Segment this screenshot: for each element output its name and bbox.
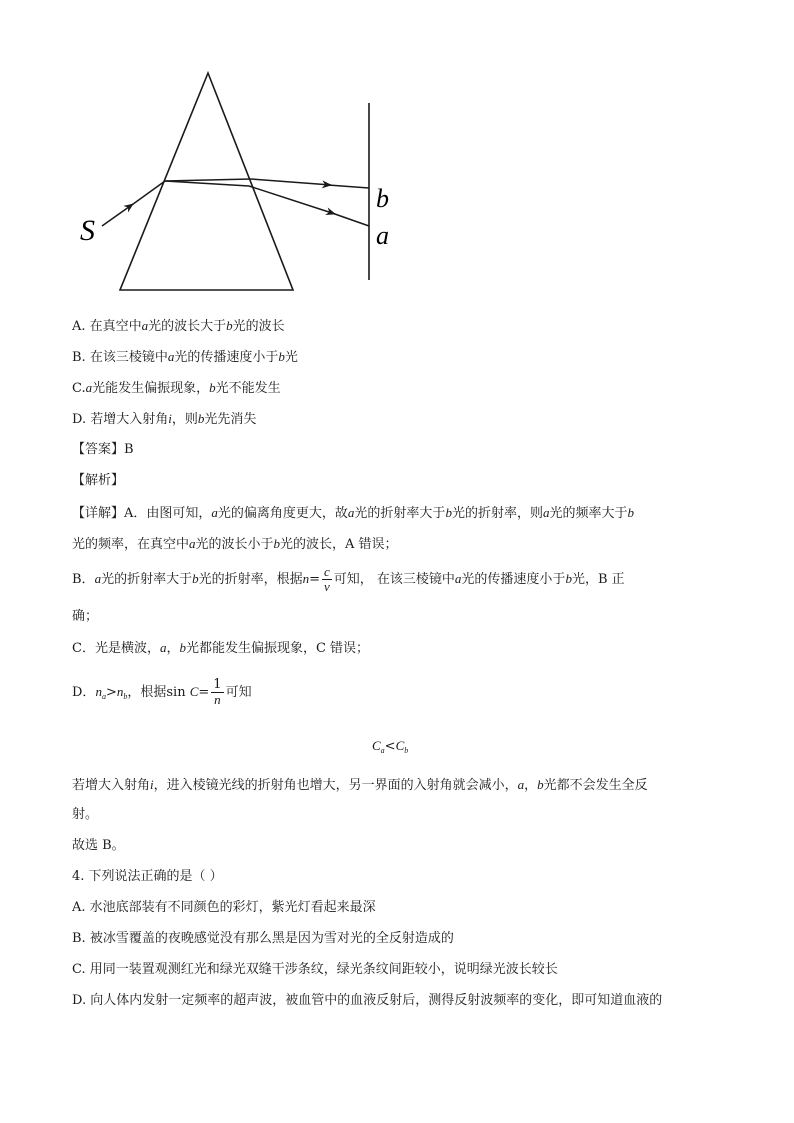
- ray-b-inside: [165, 179, 251, 181]
- prism-diagram: [0, 0, 794, 300]
- label-b: b: [376, 184, 389, 213]
- ray-a-out: [332, 213, 369, 226]
- label-s: S: [80, 214, 95, 247]
- explanation-a-line1: 【详解】A．由图可知，a光的偏离角度更大，故a光的折射率大于b光的折射率，则a光的频率大于b: [72, 505, 634, 521]
- fraction-c-over-v: $\frac{c}{v}$: [324, 564, 330, 594]
- analysis-tag: 【解析】: [72, 473, 125, 488]
- explanation-e-line2: 射。: [72, 807, 99, 822]
- ray-a-inside: [165, 181, 249, 186]
- explanation-e-line1: 若增大入射角i，进入棱镜光线的折射角也增大，另一界面的入射角就会减小，a，b光都不会发生全反: [72, 777, 648, 793]
- ray-b-out: [328, 185, 369, 188]
- answer-tag: 【答案】: [72, 442, 125, 457]
- conclusion: 故选 B。: [72, 838, 125, 853]
- option-c: C.a光能发生偏振现象，b光不能发生: [72, 380, 281, 396]
- option-d: D. 若增大入射角i，则b光先消失: [72, 411, 257, 427]
- option-a: A. 在真空中a光的波长大于b光的波长: [72, 318, 285, 334]
- question4-option-a: A. 水池底部装有不同颜色的彩灯，紫光灯看起来最深: [72, 900, 376, 915]
- question4-option-b: B. 被冰雪覆盖的夜晚感觉没有那么黑是因为雪对光的全反射造成的: [72, 931, 454, 946]
- answer-line: [72, 441, 134, 459]
- option-b: B. 在该三棱镜中a光的传播速度小于b光: [72, 349, 298, 365]
- label-a: a: [376, 221, 389, 250]
- incident-ray-arrow: [102, 204, 133, 226]
- explanation-c-line: C．光是横波，a，b光都能发生偏振现象，C 错误；: [72, 640, 370, 656]
- answer-value: B: [124, 442, 134, 457]
- prism-triangle: [120, 73, 293, 290]
- question4-stem: 4. 下列说法正确的是（ ）: [72, 869, 223, 884]
- question4-option-c: C. 用同一装置观测红光和绿光双缝干涉条纹，绿光条纹间距较小，说明绿光波长较长: [72, 962, 558, 977]
- fraction-1-over-n: $\frac{1}{n}$: [213, 677, 222, 707]
- explanation-a-line2: 光的频率，在真空中a光的波长小于b光的波长，A 错误；: [72, 536, 398, 552]
- explanation-b-line2: 确；: [72, 609, 99, 624]
- explanation-d-line: D．$n_a>n_b$，根据sin C= $\frac{1}{n}$ 可知: [72, 677, 252, 707]
- equation-ca-less-cb: $C_a<C_b$: [372, 738, 409, 755]
- explanation-b-line1: B．a光的折射率大于b光的折射率，根据n= $\frac{c}{v}$ 可知， 在该三棱镜中a光的传播速度小于b光，B 正: [72, 564, 625, 594]
- question4-option-d: D. 向人体内发射一定频率的超声波，被血管中的血液反射后，测得反射波频率的变化，即可知道血液的: [72, 993, 663, 1008]
- ray-b-out-arrow: [251, 179, 331, 185]
